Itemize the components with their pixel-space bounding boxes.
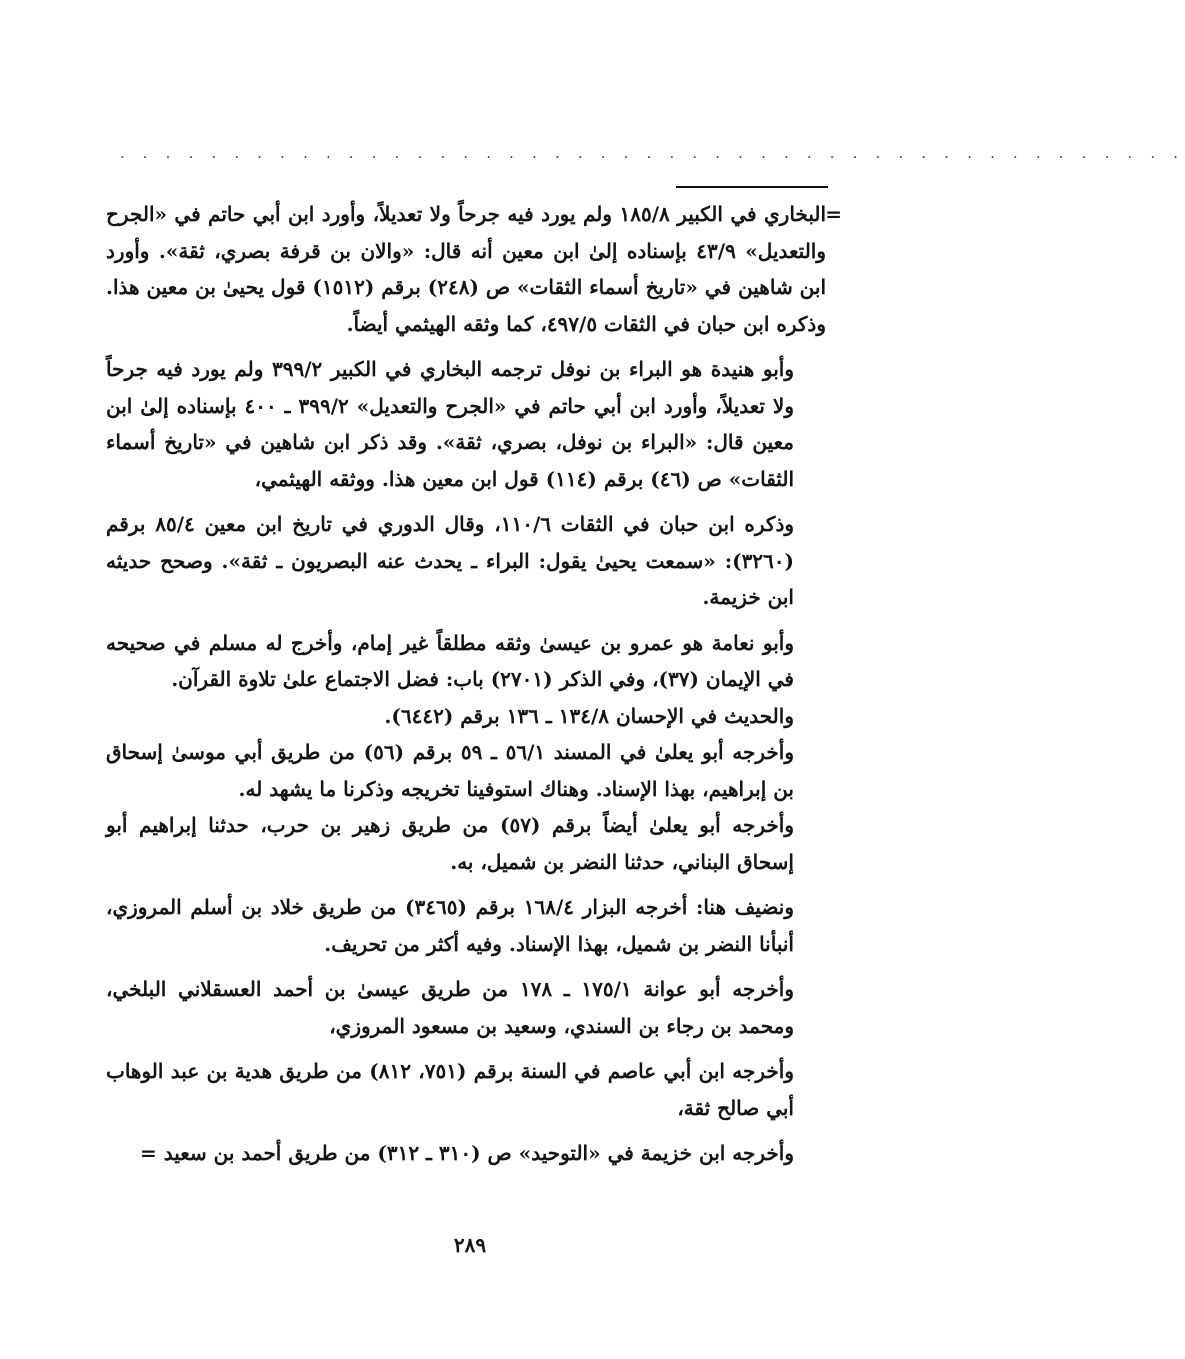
paragraph-text: البخاري في الكبير ١٨٥/٨ ولم يورد فيه جرحاً ولا تعديلاً، وأورد ابن أبي حاتم في «الجرح والتعديل» ٤٣/٩ بإسناده إلىٰ ابن معين أنه قال: «والان بن قرفة بصري، ثقة». وأورد ابن شاهين في «تاريخ أسماء الثقات» ص (٢٤٨) برقم (١٥١٢) قول يحيىٰ بن معين هذا. وذكره ابن حبان في الثقات ٤٩٧/٥، كما وثقه الهيثمي أيضاً. xyxy=(106,202,827,336)
footnote-paragraph: وأخرجه ابن خزيمة في «التوحيد» ص (٣١٠ ـ ٣١٢) من طريق أحمد بن سعيد = xyxy=(140,1141,794,1165)
footnote-separator-rule xyxy=(676,186,828,188)
footnote-paragraph: وأخرجه أبو عوانة ١٧٥/١ ـ ١٧٨ من طريق عيسىٰ بن أحمد العسقلاني البلخي، ومحمد بن رجاء بن السندي، وسعيد بن مسعود المروزي، xyxy=(106,977,794,1038)
footnote-paragraph: وأخرجه أبو يعلىٰ أيضاً برقم (٥٧) من طريق زهير بن حرب، حدثنا إبراهيم أبو إسحاق البناني، حدثنا النضر بن شميل، به. xyxy=(106,813,794,874)
footnote-paragraph: وأبو هنيدة هو البراء بن نوفل ترجمه البخاري في الكبير ٣٩٩/٢ ولم يورد فيه جرحاً ولا تعديلاً، وأورد ابن أبي حاتم في «الجرح والتعديل» ٣٩٩/٢ ـ ٤٠٠ بإسناده إلىٰ ابن معين قال: «البراء بن نوفل، بصري، ثقة». وقد ذكر ابن شاهين في «تاريخ أسماء الثقات» ص (٤٦) برقم (١١٤) قول ابن معين هذا. ووثقه الهيثمي، xyxy=(106,357,795,491)
footnote-paragraph: وذكره ابن حبان في الثقات ١١٠/٦، وقال الدوري في تاريخ ابن معين ٨٥/٤ برقم (٣٢٦٠): «سمعت يحيىٰ يقول: البراء ـ يحدث عنه البصريون ـ ثقة». وصحح حديثه ابن خزيمة. xyxy=(106,512,795,609)
footnote-body xyxy=(106,196,842,1172)
footnote-paragraph: وأخرجه ابن أبي عاصم في السنة برقم (٧٥١، ٨١٢) من طريق هدية بن عبد الوهاب أبي صالح ثقة، xyxy=(106,1059,794,1120)
footnote-paragraph: وأخرجه أبو يعلىٰ في المسند ٥٦/١ ـ ٥٩ برقم (٥٦) من طريق أبي موسىٰ إسحاق بن إبراهيم، بهذا الإسناد. وهناك استوفينا تخريجه وذكرنا ما يشهد له. xyxy=(106,740,794,801)
footnote-paragraph xyxy=(106,196,842,342)
footnote-paragraph: ونضيف هنا: أخرجه البزار ١٦٨/٤ برقم (٣٤٦٥) من طريق خلاد بن أسلم المروزي، أنبأنا النضر بن شميل، بهذا الإسناد. وفيه أكثر من تحريف. xyxy=(106,895,794,956)
page-number: ٢٨٩ xyxy=(453,1233,487,1257)
footnote-paragraph: والحديث في الإحسان ١٣٤/٨ ـ ١٣٦ برقم (٦٤٤٢). xyxy=(384,703,794,728)
footnote-paragraph: وأبو نعامة هو عمرو بن عيسىٰ وثقه مطلقاً غير إمام، وأخرج له مسلم في صحيحه في الإيمان (٣٧)، وفي الذكر (٢٧٠١) باب: فضل الاجتماع علىٰ تلاوة القرآن. xyxy=(106,630,794,691)
continuation-mark: = xyxy=(825,202,842,226)
dot-leader: . . . . . . . . . . . . . . . . . . . . . . . . . . . . . . . . . . . . . . . . . . . . . . . xyxy=(120,146,1185,162)
